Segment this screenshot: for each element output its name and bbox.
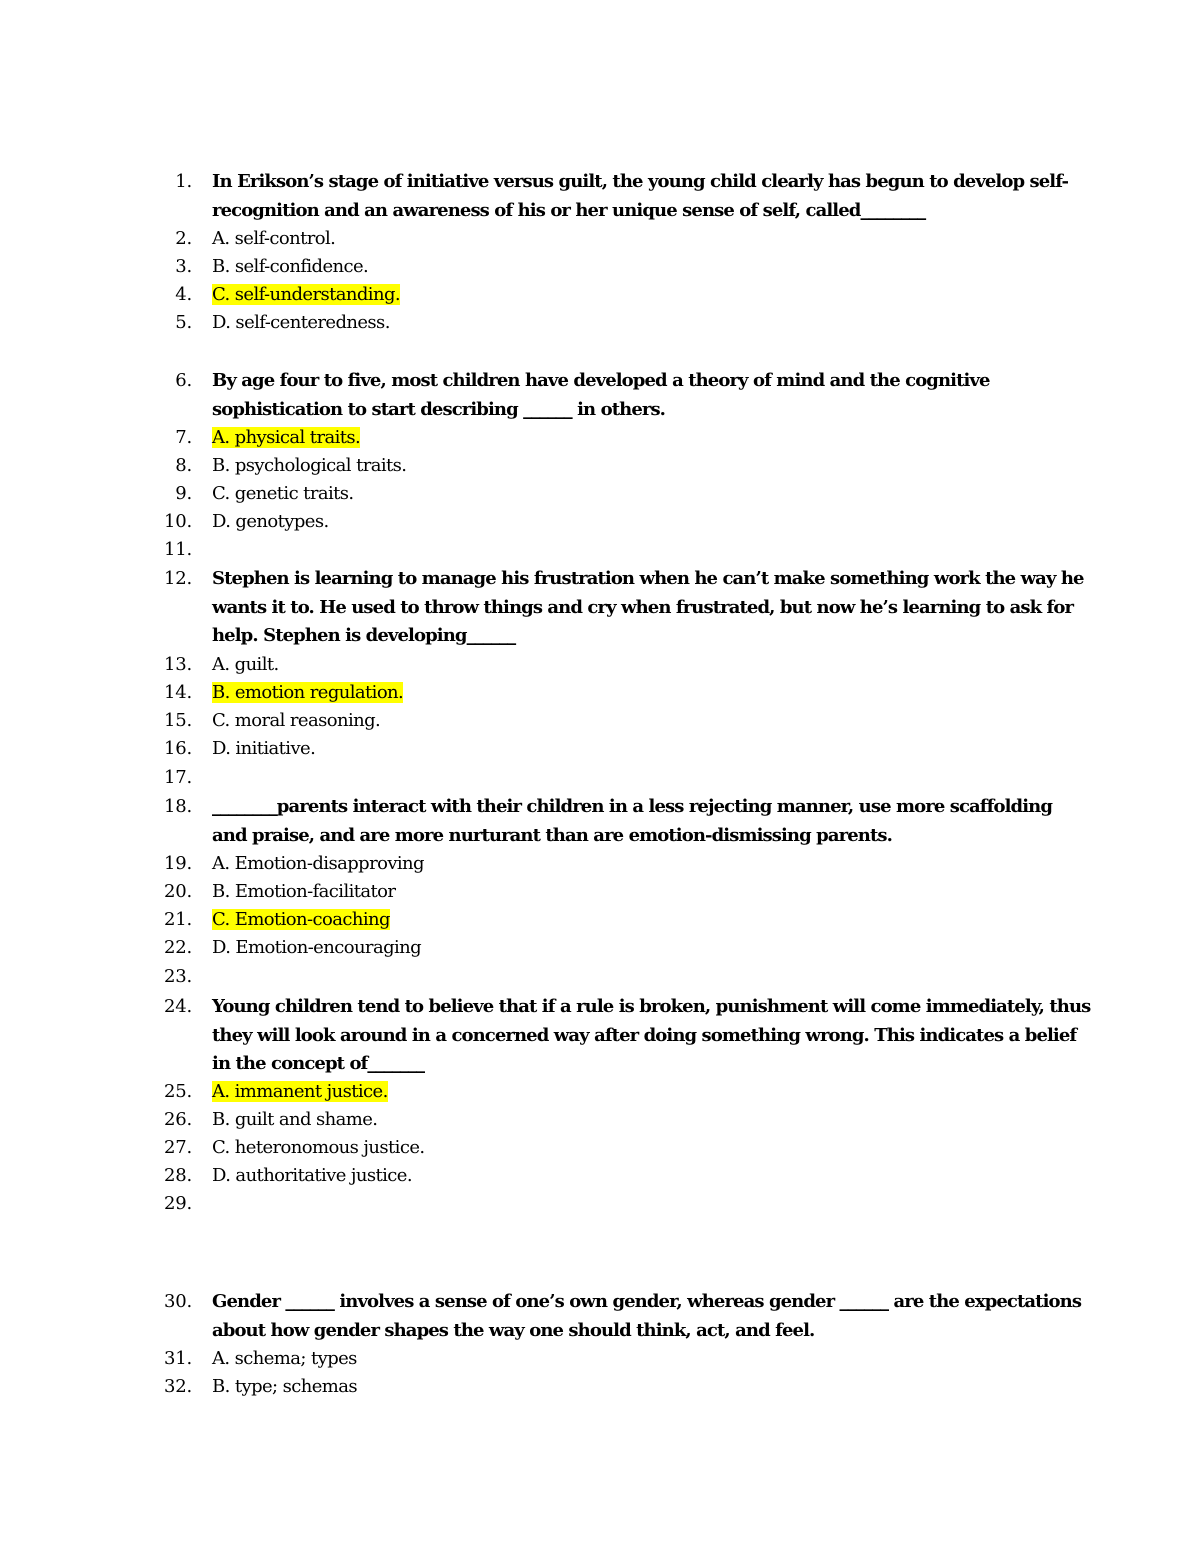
list-number: 23. xyxy=(163,966,192,987)
highlighted-answer-text: C. Emotion-coaching xyxy=(212,909,390,930)
list-number: 28. xyxy=(163,1165,192,1186)
highlighted-answer-text: C. self-understanding. xyxy=(212,284,400,305)
option-text: A. guilt. xyxy=(212,654,279,675)
list-number: 27. xyxy=(163,1137,192,1158)
list-number: 5. xyxy=(175,312,192,333)
question-text: By age four to five, most children have developed a theory of mind and the cognitive sophistication to start describing ______ in others. xyxy=(212,370,990,420)
list-number: 25. xyxy=(163,1081,192,1102)
option-text: B. psychological traits. xyxy=(212,455,407,476)
list-number: 17. xyxy=(163,767,192,788)
option-text: D. Emotion-encouraging xyxy=(212,937,422,958)
list-number: 29. xyxy=(163,1193,192,1214)
list-number: 13. xyxy=(163,654,192,675)
answer-text xyxy=(212,424,1092,453)
option-text: A. Emotion-disapproving xyxy=(212,853,424,874)
list-number: 1. xyxy=(175,171,192,192)
highlighted-answer-text: A. immanent justice. xyxy=(212,1081,388,1102)
option-text: A. self-control. xyxy=(212,228,336,249)
list-number: 24. xyxy=(163,996,192,1017)
list-number: 12. xyxy=(163,568,192,589)
list-number: 6. xyxy=(175,370,192,391)
list-number: 11. xyxy=(163,539,192,560)
list-number: 10. xyxy=(163,511,192,532)
list-number: 3. xyxy=(175,256,192,277)
list-number: 18. xyxy=(163,796,192,817)
option-text: C. heteronomous justice. xyxy=(212,1137,425,1158)
option-text: D. genotypes. xyxy=(212,511,329,532)
answer-text xyxy=(212,679,1092,708)
answer-text xyxy=(212,1078,1092,1107)
list-number: 22. xyxy=(163,937,192,958)
list-number: 32. xyxy=(163,1376,192,1397)
list-number: 30. xyxy=(163,1291,192,1312)
list-number: 9. xyxy=(175,483,192,504)
list-number: 16. xyxy=(163,738,192,759)
option-text: C. moral reasoning. xyxy=(212,710,381,731)
option-text: C. genetic traits. xyxy=(212,483,354,504)
question-text: In Erikson’s stage of initiative versus guilt, the young child clearly has begun to develop self-recognition and an awareness of his or her unique sense of self, called________ xyxy=(212,171,1069,221)
list-number: 31. xyxy=(163,1348,192,1369)
list-number: 14. xyxy=(163,682,192,703)
list-number: 7. xyxy=(175,427,192,448)
list-number: 26. xyxy=(163,1109,192,1130)
highlighted-answer-text: A. physical traits. xyxy=(212,427,361,448)
option-text: B. guilt and shame. xyxy=(212,1109,378,1130)
option-text: B. type; schemas xyxy=(212,1376,358,1397)
list-number: 19. xyxy=(163,853,192,874)
question-text: Young children tend to believe that if a rule is broken, punishment will come immediately, thus they will look around in a concerned way after doing something wrong. This indicates a belief in the concept of_______ xyxy=(212,996,1091,1074)
list-number: 2. xyxy=(175,228,192,249)
option-text: D. self-centeredness. xyxy=(212,312,390,333)
list-number: 15. xyxy=(163,710,192,731)
option-text: B. Emotion-facilitator xyxy=(212,881,396,902)
list-number: 4. xyxy=(175,284,192,305)
highlighted-answer-text: B. emotion regulation. xyxy=(212,682,404,703)
answer-text xyxy=(212,906,1092,935)
question-text: ________parents interact with their children in a less rejecting manner, use more scaffolding and praise, and are more nurturant than are emotion-dismissing parents. xyxy=(212,796,1053,846)
list-number: 8. xyxy=(175,455,192,476)
question-text: Stephen is learning to manage his frustration when he can’t make something work the way he wants it to. He used to throw things and cry when frustrated, but now he’s learning to ask for help. Stephen is developing______ xyxy=(212,568,1084,646)
list-number: 21. xyxy=(163,909,192,930)
option-text: A. schema; types xyxy=(212,1348,357,1369)
option-text: D. initiative. xyxy=(212,738,316,759)
option-text: D. authoritative justice. xyxy=(212,1165,412,1186)
answer-text xyxy=(212,281,1092,310)
question-text: Gender ______ involves a sense of one’s own gender, whereas gender ______ are the expectations about how gender shapes the way one should think, act, and feel. xyxy=(212,1291,1082,1341)
option-text: B. self-confidence. xyxy=(212,256,369,277)
list-number: 20. xyxy=(163,881,192,902)
